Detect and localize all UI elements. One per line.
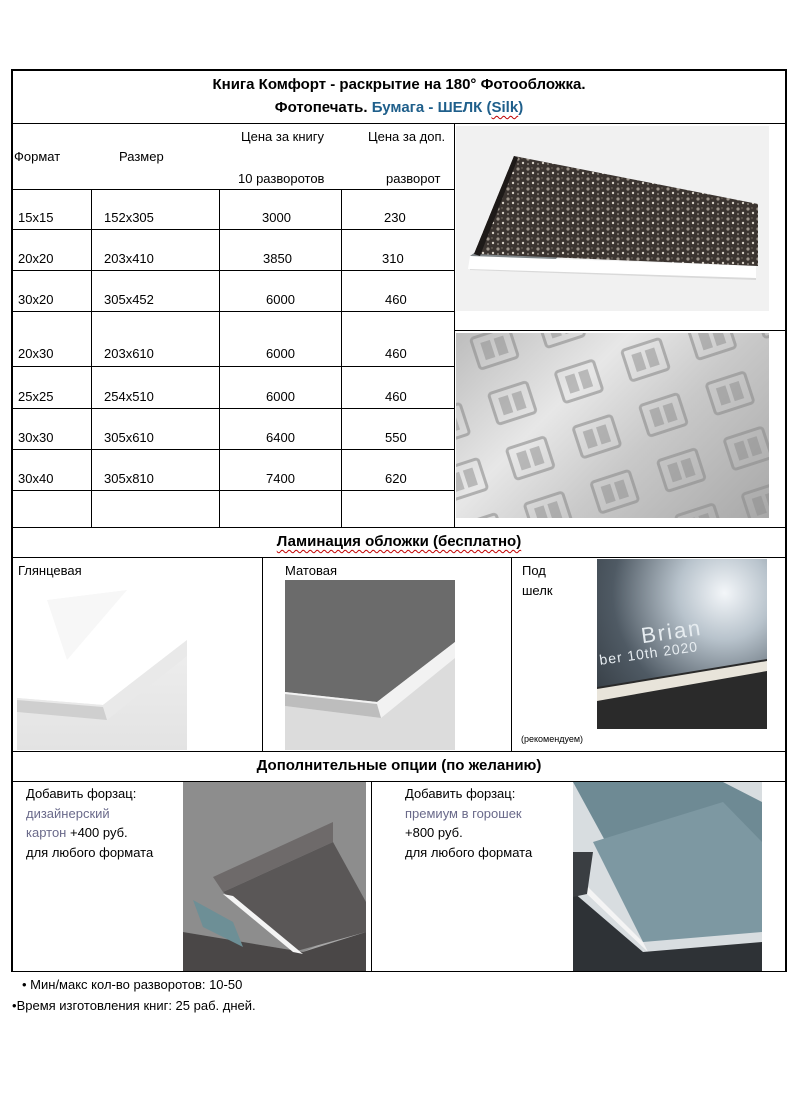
cell-format: 20x30 — [18, 346, 54, 361]
cell-price: 6000 — [266, 389, 295, 404]
glossy-cover-photo — [17, 580, 187, 750]
lamination-title-text: Ламинация обложки (бесплатно) — [276, 533, 522, 550]
silk-cover-photo — [597, 559, 767, 729]
cell-size: 203x410 — [104, 251, 154, 266]
cell-format: 30x20 — [18, 292, 54, 307]
cell-extra: 460 — [385, 292, 407, 307]
option-right-line4: для любого формата — [405, 845, 533, 860]
cell-price: 6000 — [266, 346, 295, 361]
cell-extra: 460 — [385, 389, 407, 404]
recommended-note: (рекомендуем) — [521, 734, 584, 744]
cell-size: 305x452 — [104, 292, 154, 307]
silk-paper-photo — [456, 333, 769, 518]
cell-extra: 230 — [384, 210, 406, 225]
cell-format: 30x30 — [18, 430, 54, 445]
cell-size: 305x610 — [104, 430, 154, 445]
glossy-label: Глянцевая — [18, 563, 82, 578]
cell-price: 7400 — [266, 471, 295, 486]
page-title: Книга Комфорт - раскрытие на 180° Фотообложка. — [212, 76, 586, 93]
bullet-icon: • — [22, 977, 31, 992]
option-left-line4: для любого формата — [26, 845, 154, 860]
option-left-line3b: +400 руб. — [66, 825, 128, 840]
option-right-line1: Добавить форзац: — [405, 786, 516, 801]
page-subtitle — [11, 100, 787, 116]
cell-format: 15x15 — [18, 210, 54, 225]
cell-size: 152x305 — [104, 210, 154, 225]
polka-endpaper-photo — [573, 782, 762, 971]
silk-cover-text-1: Brian — [639, 614, 704, 649]
designer-endpaper-photo — [183, 782, 366, 971]
bullet-icon: • — [12, 998, 17, 1013]
header-price-book-2: 10 разворотов — [238, 171, 325, 186]
cell-format: 30x40 — [18, 471, 54, 486]
footer-bullet-2-text: Время изготовления книг: 25 раб. дней. — [16, 998, 256, 1013]
cell-price: 3850 — [263, 251, 292, 266]
header-size: Размер — [119, 149, 164, 164]
cell-size: 305x810 — [104, 471, 154, 486]
cell-price: 3000 — [262, 210, 291, 225]
header-price-extra-1: Цена за доп. — [368, 129, 446, 144]
footer-bullet-2 — [12, 998, 256, 1014]
option-right-line3: +800 руб. — [405, 825, 463, 840]
footer-bullet-1-text: Мин/макс кол-во разворотов: 10-50 — [30, 977, 243, 992]
silk-cover-text-2: ber 10th 2020 — [598, 638, 700, 668]
cell-size: 203x610 — [104, 346, 154, 361]
matte-cover-photo — [285, 580, 455, 750]
option-left-line3 — [26, 825, 128, 841]
silk-label-1: Под — [522, 563, 546, 578]
matte-label: Матовая — [285, 563, 337, 578]
silk-label-2: шелк — [522, 583, 553, 598]
cell-extra: 620 — [385, 471, 407, 486]
header-price-extra-2: разворот — [386, 171, 441, 186]
footer-bullet-1 — [22, 977, 242, 993]
option-left-line1: Добавить форзац: — [26, 786, 137, 801]
cell-extra: 310 — [382, 251, 404, 266]
cell-format: 25x25 — [18, 389, 54, 404]
subtitle-prefix: Фотопечать. — [274, 99, 372, 116]
header-format: Формат — [14, 149, 61, 164]
options-title: Дополнительные опции (по желанию) — [256, 757, 542, 774]
open-book-photo — [456, 126, 769, 311]
subtitle-paper: Бумага - ШЕЛК ( — [371, 99, 492, 116]
option-left-line2: дизайнерский — [26, 806, 110, 821]
cell-price: 6000 — [266, 292, 295, 307]
cell-price: 6400 — [266, 430, 295, 445]
cell-format: 20x20 — [18, 251, 54, 266]
header-price-book-1: Цена за книгу — [241, 129, 325, 144]
cell-extra: 550 — [385, 430, 407, 445]
cell-size: 254x510 — [104, 389, 154, 404]
cell-extra: 460 — [385, 346, 407, 361]
option-left-line3a: картон — [26, 825, 67, 840]
subtitle-close: ) — [518, 99, 524, 116]
option-right-line2: премиум в горошек — [405, 806, 522, 821]
subtitle-silk: Silk — [491, 99, 519, 116]
lamination-title — [11, 534, 787, 550]
